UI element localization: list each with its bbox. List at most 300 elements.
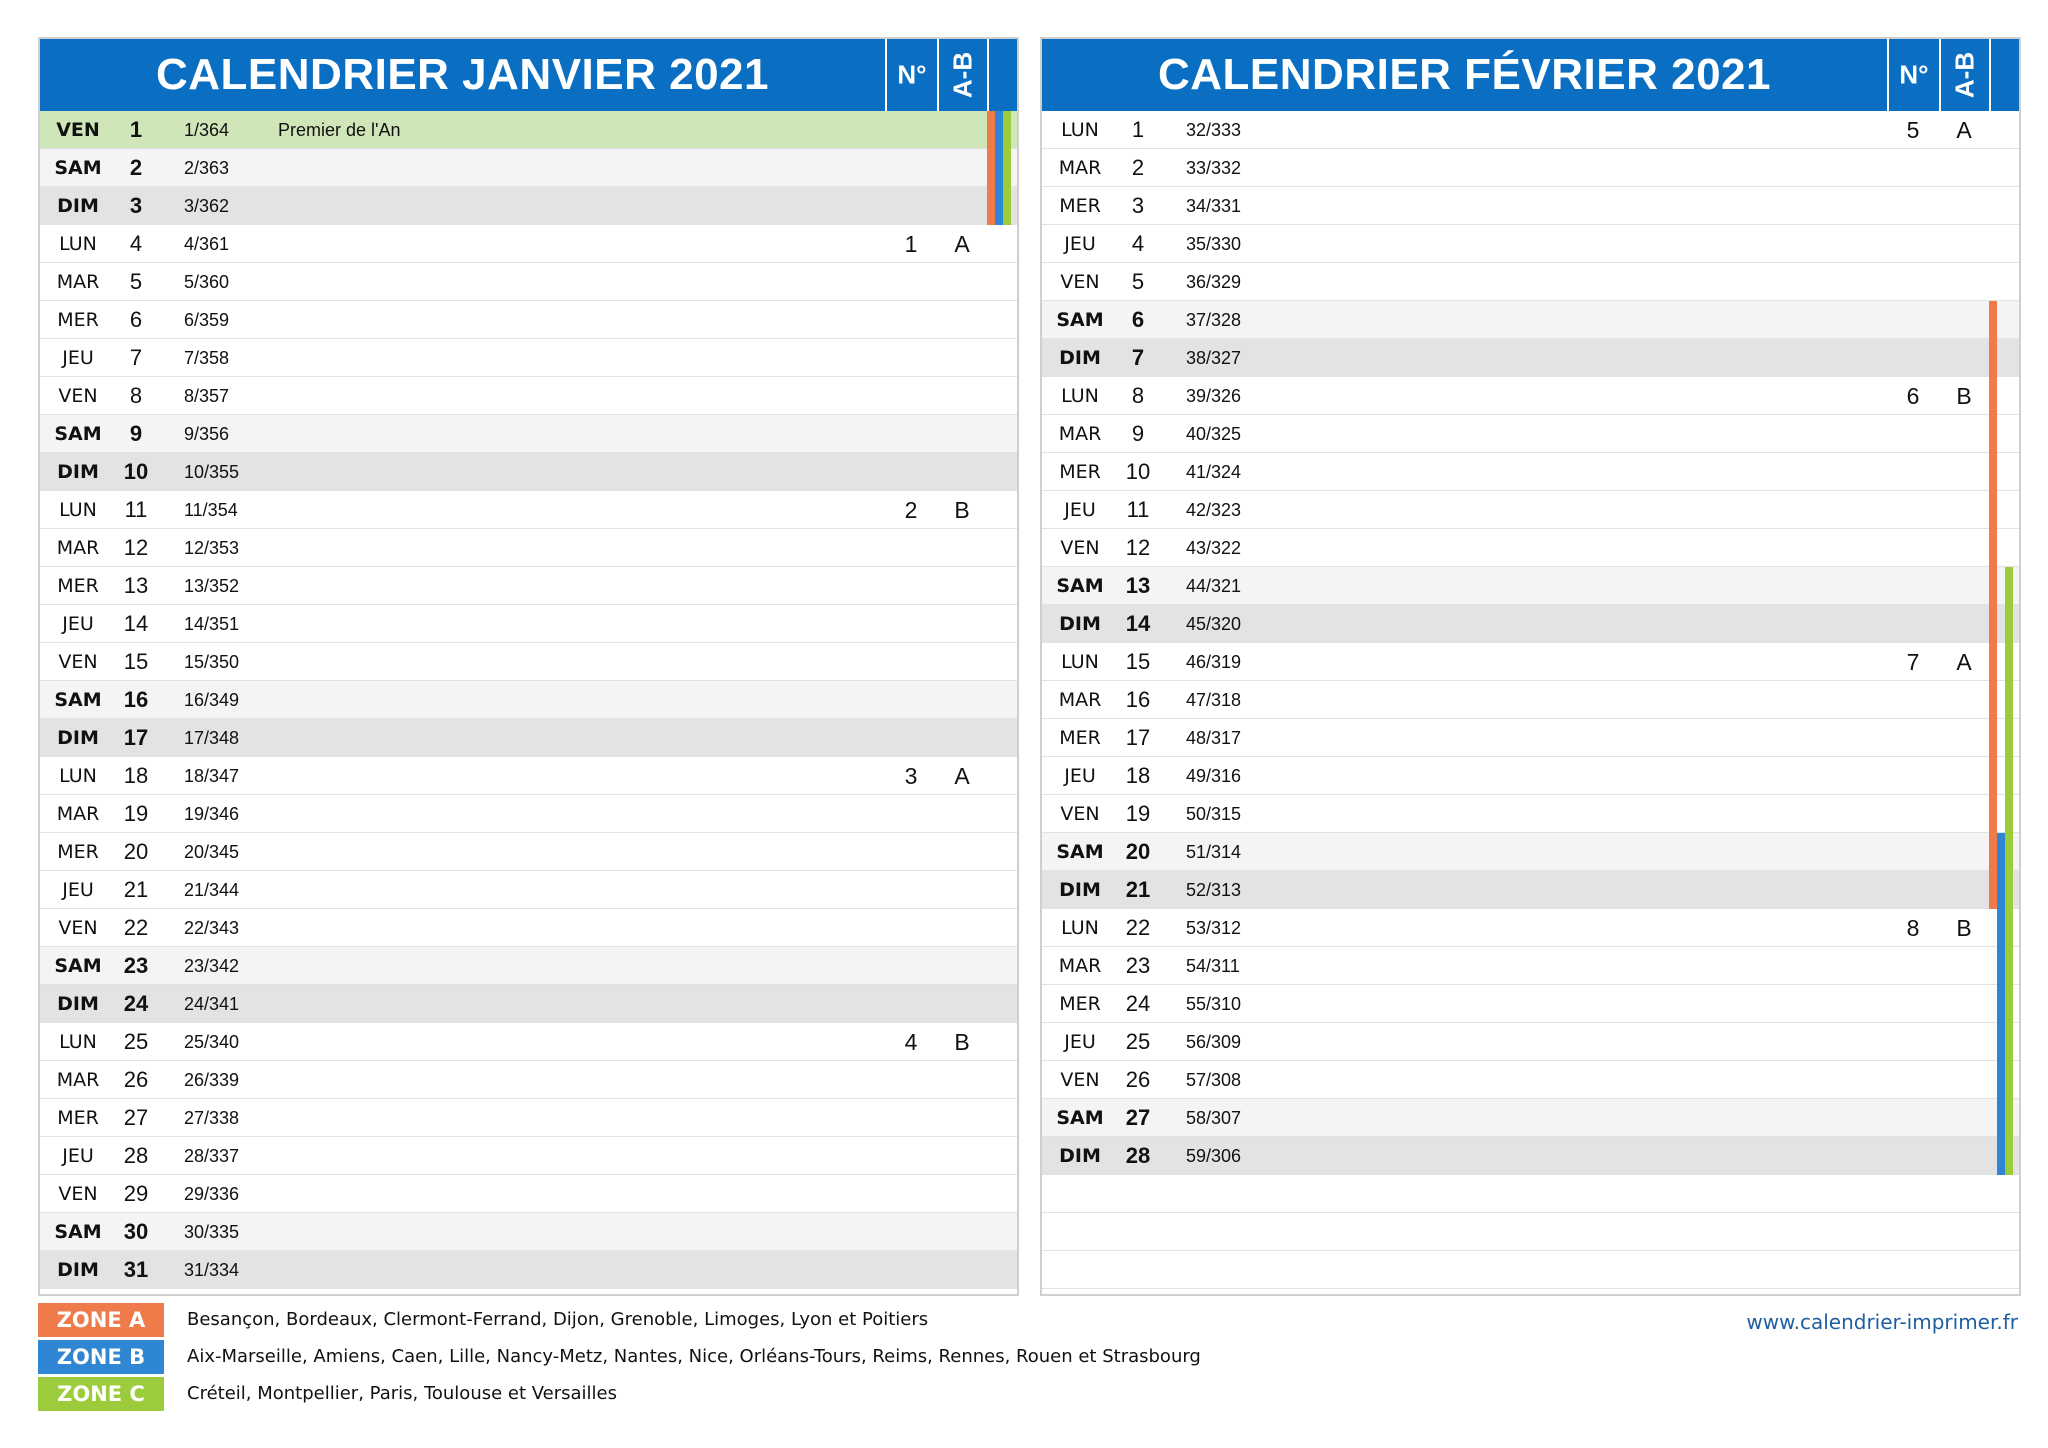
- week-ab: [937, 187, 987, 225]
- day-of-week: SAM: [54, 955, 102, 977]
- day-row: [1042, 187, 2019, 225]
- zone-b-badge: ZONE B: [38, 1340, 164, 1374]
- school-holiday-zones: [987, 491, 1019, 529]
- week-ab: [1939, 187, 1989, 225]
- zone-c-bar: [2005, 719, 2013, 757]
- school-holiday-zones: [987, 301, 1019, 339]
- day-number: 20: [123, 839, 149, 864]
- day-of-year: 39/326: [1186, 386, 1242, 406]
- school-holiday-zones: [1989, 1023, 2021, 1061]
- calendar-header: [1042, 39, 2019, 111]
- zone-a-bar: [1989, 871, 1997, 909]
- day-number: 21: [1125, 877, 1151, 902]
- day-row: [40, 1251, 1017, 1289]
- zone-b-cities: Aix-Marseille, Amiens, Caen, Lille, Nancy-Metz, Nantes, Nice, Orléans-Tours, Reims, Rennes, Rouen et Strasbourg: [187, 1346, 1201, 1367]
- week-number: [1887, 681, 1939, 719]
- week-number: [885, 719, 937, 757]
- day-row: [1042, 1023, 2019, 1061]
- week-number: [1887, 1137, 1939, 1175]
- day-of-year: 18/347: [184, 766, 240, 786]
- day-of-year: 12/353: [184, 538, 240, 558]
- school-holiday-zones: [1989, 909, 2021, 947]
- week-ab: [1939, 947, 1989, 985]
- week-ab: A: [1956, 117, 1972, 143]
- week-number: [1887, 605, 1939, 643]
- day-of-year: 42/323: [1186, 500, 1242, 520]
- day-row: [40, 681, 1017, 719]
- day-of-week: MAR: [1058, 423, 1102, 445]
- legend-zone-c: [38, 1377, 1338, 1411]
- day-number: 19: [123, 801, 149, 826]
- zone-b-bar: [1997, 947, 2005, 985]
- day-row: [40, 187, 1017, 225]
- day-of-week: MER: [1059, 727, 1101, 749]
- zones-header: [1989, 39, 2021, 111]
- day-of-year: 2/363: [184, 158, 230, 178]
- day-of-week: JEU: [62, 1145, 94, 1167]
- week-ab: [1939, 681, 1989, 719]
- day-of-week: [1042, 1251, 1118, 1289]
- day-number: 7: [129, 345, 143, 370]
- school-holiday-zones: [1989, 795, 2021, 833]
- week-number: [885, 415, 937, 453]
- week-number: [885, 567, 937, 605]
- day-row: [40, 301, 1017, 339]
- school-holiday-zones: [987, 1099, 1019, 1137]
- day-number: 21: [123, 877, 149, 902]
- school-holiday-zones: [1989, 1175, 2021, 1213]
- day-number: 14: [123, 611, 149, 636]
- school-holiday-zones: [987, 985, 1019, 1023]
- day-row: [1042, 643, 2019, 681]
- week-number: [885, 339, 937, 377]
- day-of-week: SAM: [1056, 1107, 1104, 1129]
- day-number: 4: [1131, 231, 1145, 256]
- day-row: [40, 567, 1017, 605]
- day-of-week: LUN: [1061, 651, 1099, 673]
- day-number: 1: [129, 117, 143, 142]
- day-of-week: VEN: [1060, 1069, 1100, 1091]
- zone-b-bar: [995, 111, 1003, 149]
- week-number: [1887, 757, 1939, 795]
- day-of-week: DIM: [1059, 1145, 1101, 1167]
- day-of-year: 24/341: [184, 994, 240, 1014]
- day-number: 16: [1125, 687, 1151, 712]
- day-of-week: DIM: [57, 1259, 99, 1281]
- day-row: [1042, 833, 2019, 871]
- week-ab: [937, 529, 987, 567]
- day-row: [40, 453, 1017, 491]
- week-number: [885, 149, 937, 187]
- week-number: [885, 985, 937, 1023]
- day-of-year: 59/306: [1186, 1146, 1242, 1166]
- week-number: [1887, 833, 1939, 871]
- week-ab: [937, 1099, 987, 1137]
- school-holiday-zones: [1989, 453, 2021, 491]
- week-ab: [937, 1175, 987, 1213]
- day-number: 24: [1125, 991, 1151, 1016]
- day-of-week: JEU: [62, 347, 94, 369]
- day-number: 8: [1131, 383, 1145, 408]
- week-ab: [937, 1061, 987, 1099]
- day-of-year: 6/359: [184, 310, 230, 330]
- week-ab: [1939, 301, 1989, 339]
- calendar-title: CALENDRIER FÉVRIER 2021: [1158, 50, 1771, 99]
- day-of-week: DIM: [1059, 347, 1101, 369]
- day-of-year: 41/324: [1186, 462, 1242, 482]
- school-holiday-zones: [1989, 1099, 2021, 1137]
- week-ab-header: A-B: [937, 39, 987, 111]
- day-of-week: MAR: [1058, 157, 1102, 179]
- zone-b-bar: [995, 187, 1003, 225]
- day-of-week: SAM: [54, 689, 102, 711]
- week-ab: [1939, 605, 1989, 643]
- day-number: 20: [1125, 839, 1151, 864]
- day-of-year: 13/352: [184, 576, 240, 596]
- week-ab: [937, 1137, 987, 1175]
- week-ab: [937, 453, 987, 491]
- week-number-header: N°: [1887, 39, 1939, 111]
- day-of-year: 57/308: [1186, 1070, 1242, 1090]
- holiday-note: Premier de l'An: [278, 120, 401, 140]
- school-holiday-zones: [987, 1251, 1019, 1289]
- week-ab: [1939, 1137, 1989, 1175]
- calendar-february: [1040, 37, 2021, 1296]
- week-number: 5: [1906, 117, 1920, 143]
- week-number: [885, 1251, 937, 1289]
- week-ab: [937, 605, 987, 643]
- day-row: [1042, 757, 2019, 795]
- day-of-week: MER: [1059, 461, 1101, 483]
- zone-a-bar: [1989, 795, 1997, 833]
- zone-c-bar: [1003, 111, 1011, 149]
- day-of-week: JEU: [1064, 765, 1096, 787]
- school-holiday-zones: [1989, 1061, 2021, 1099]
- week-number: [1887, 491, 1939, 529]
- day-of-year: 4/361: [184, 234, 230, 254]
- day-of-week: [1042, 1175, 1118, 1213]
- school-holiday-zones: [987, 643, 1019, 681]
- zone-a-bar: [987, 187, 995, 225]
- zone-c-bar: [2005, 1023, 2013, 1061]
- zone-b-bar: [995, 149, 1003, 187]
- day-row: [1042, 605, 2019, 643]
- school-holiday-zones: [987, 871, 1019, 909]
- school-holiday-zones: [1989, 263, 2021, 301]
- website-link[interactable]: www.calendrier-imprimer.fr: [1746, 1310, 2018, 1334]
- zone-a-bar: [1989, 833, 1997, 871]
- day-row: [1042, 795, 2019, 833]
- week-number: 1: [904, 231, 918, 257]
- day-number: 12: [123, 535, 149, 560]
- week-number: [885, 453, 937, 491]
- day-of-week: MAR: [56, 803, 100, 825]
- day-of-week: DIM: [1059, 613, 1101, 635]
- day-row: [1042, 985, 2019, 1023]
- day-of-year: 1/364: [184, 120, 230, 140]
- day-number: 13: [1125, 573, 1151, 598]
- day-row: [40, 719, 1017, 757]
- day-of-week: MER: [1059, 993, 1101, 1015]
- zone-a-bar: [1989, 339, 1997, 377]
- week-number: [885, 643, 937, 681]
- week-ab: [937, 681, 987, 719]
- day-row: [40, 149, 1017, 187]
- week-number: 2: [904, 497, 918, 523]
- day-number: 28: [1125, 1143, 1151, 1168]
- day-of-week: MER: [1059, 195, 1101, 217]
- day-of-week: MER: [57, 309, 99, 331]
- day-number: 9: [129, 421, 143, 446]
- school-holiday-zones: [1989, 871, 2021, 909]
- day-of-year: 56/309: [1186, 1032, 1242, 1052]
- week-number: [1887, 1175, 1939, 1213]
- day-of-week: JEU: [1064, 1031, 1096, 1053]
- week-number: [885, 1175, 937, 1213]
- day-row: [40, 1213, 1017, 1251]
- day-of-week: MER: [57, 841, 99, 863]
- school-holiday-zones: [987, 1137, 1019, 1175]
- day-row: [1042, 263, 2019, 301]
- day-row: [40, 1023, 1017, 1061]
- day-of-week: SAM: [54, 157, 102, 179]
- week-number: [1887, 529, 1939, 567]
- day-row: [1042, 529, 2019, 567]
- zone-a-bar: [1989, 567, 1997, 605]
- week-number: [885, 187, 937, 225]
- day-row: [40, 339, 1017, 377]
- week-number: [1887, 453, 1939, 491]
- day-of-year: 7/358: [184, 348, 230, 368]
- week-ab: A: [954, 763, 970, 789]
- day-number: 16: [123, 687, 149, 712]
- school-holiday-zones: [987, 1023, 1019, 1061]
- calendar-january: [38, 37, 1019, 1296]
- school-holiday-zones: [987, 111, 1019, 149]
- zone-a-bar: [1989, 681, 1997, 719]
- day-number: 15: [123, 649, 149, 674]
- day-of-year: 30/335: [184, 1222, 240, 1242]
- empty-row: [1042, 1175, 2019, 1213]
- school-holiday-zones: [1989, 1137, 2021, 1175]
- week-ab: [1939, 1099, 1989, 1137]
- school-holiday-zones: [1989, 339, 2021, 377]
- week-ab: [1939, 149, 1989, 187]
- zone-c-bar: [2005, 681, 2013, 719]
- week-ab: B: [1956, 915, 1972, 941]
- day-of-week: MAR: [1058, 955, 1102, 977]
- school-holiday-zones: [987, 605, 1019, 643]
- day-row: [40, 947, 1017, 985]
- school-holiday-zones: [987, 1175, 1019, 1213]
- school-holiday-zones: [1989, 1213, 2021, 1251]
- school-holiday-zones: [1989, 225, 2021, 263]
- day-of-year: 33/332: [1186, 158, 1242, 178]
- day-of-year: 48/317: [1186, 728, 1242, 748]
- day-of-week: DIM: [1059, 879, 1101, 901]
- school-holiday-zones: [987, 529, 1019, 567]
- day-row: [1042, 909, 2019, 947]
- week-ab: [937, 301, 987, 339]
- day-number: 11: [124, 497, 148, 522]
- week-ab: B: [954, 1029, 970, 1055]
- day-of-week: JEU: [62, 879, 94, 901]
- day-of-year: 55/310: [1186, 994, 1242, 1014]
- day-of-week: VEN: [58, 385, 98, 407]
- week-ab: [1939, 833, 1989, 871]
- day-of-week: JEU: [1064, 499, 1096, 521]
- week-number: [885, 301, 937, 339]
- day-of-year: 27/338: [184, 1108, 240, 1128]
- zone-c-bar: [2005, 1061, 2013, 1099]
- week-number: [1887, 1023, 1939, 1061]
- day-number: 31: [123, 1257, 149, 1282]
- zone-a-bar: [1989, 529, 1997, 567]
- school-holiday-zones: [1989, 833, 2021, 871]
- day-of-year: 51/314: [1186, 842, 1242, 862]
- day-row: [40, 833, 1017, 871]
- day-of-week: LUN: [59, 233, 97, 255]
- day-of-year: 35/330: [1186, 234, 1242, 254]
- day-of-year: 50/315: [1186, 804, 1242, 824]
- week-ab: [1939, 757, 1989, 795]
- day-rows: [40, 111, 1017, 1289]
- week-ab: [1939, 415, 1989, 453]
- day-of-year: 34/331: [1186, 196, 1242, 216]
- week-ab: [1939, 567, 1989, 605]
- day-number: 26: [1125, 1067, 1151, 1092]
- school-holiday-zones: [1989, 415, 2021, 453]
- day-row: [40, 871, 1017, 909]
- week-number: [1887, 567, 1939, 605]
- week-ab: [1939, 871, 1989, 909]
- day-row: [40, 795, 1017, 833]
- zone-a-bar: [1989, 757, 1997, 795]
- day-of-year: 3/362: [184, 196, 230, 216]
- day-row: [1042, 1137, 2019, 1175]
- empty-row: [1042, 1251, 2019, 1289]
- week-ab: [937, 795, 987, 833]
- zone-c-bar: [2005, 1099, 2013, 1137]
- zone-c-bar: [2005, 833, 2013, 871]
- day-of-year: 9/356: [184, 424, 230, 444]
- day-number: 30: [123, 1219, 149, 1244]
- day-row: [40, 757, 1017, 795]
- week-number: [1887, 947, 1939, 985]
- day-of-week: LUN: [1061, 917, 1099, 939]
- zone-b-bar: [1997, 985, 2005, 1023]
- zone-b-bar: [1997, 1137, 2005, 1175]
- day-number: 13: [123, 573, 149, 598]
- day-row: [1042, 719, 2019, 757]
- day-of-year: 37/328: [1186, 310, 1242, 330]
- week-ab: [937, 719, 987, 757]
- day-row: [40, 225, 1017, 263]
- zone-c-bar: [2005, 643, 2013, 681]
- day-of-week: DIM: [57, 727, 99, 749]
- zone-b-bar: [1997, 833, 2005, 871]
- day-of-year: 44/321: [1186, 576, 1242, 596]
- day-of-week: VEN: [58, 917, 98, 939]
- day-of-year: 58/307: [1186, 1108, 1242, 1128]
- week-number: [885, 1137, 937, 1175]
- day-of-week: SAM: [54, 1221, 102, 1243]
- day-of-year: 10/355: [184, 462, 240, 482]
- school-holiday-zones: [1989, 1251, 2021, 1289]
- day-row: [1042, 681, 2019, 719]
- week-number: [885, 833, 937, 871]
- legend-zone-b: [38, 1340, 1338, 1374]
- week-ab: [937, 567, 987, 605]
- day-of-year: 17/348: [184, 728, 240, 748]
- day-number: 29: [123, 1181, 149, 1206]
- day-of-week: DIM: [57, 461, 99, 483]
- day-number: 6: [1131, 307, 1145, 332]
- day-row: [1042, 301, 2019, 339]
- day-number: 5: [129, 269, 143, 294]
- day-of-week: LUN: [1061, 385, 1099, 407]
- day-row: [1042, 415, 2019, 453]
- day-row: [40, 377, 1017, 415]
- week-ab: [1939, 795, 1989, 833]
- school-holiday-zones: [987, 719, 1019, 757]
- week-number: [885, 111, 937, 149]
- zone-c-cities: Créteil, Montpellier, Paris, Toulouse et Versailles: [187, 1383, 618, 1404]
- week-number: [885, 871, 937, 909]
- week-number: [1887, 263, 1939, 301]
- week-ab: [1939, 263, 1989, 301]
- day-of-week: VEN: [1060, 271, 1100, 293]
- day-of-year: 28/337: [184, 1146, 240, 1166]
- day-of-year: 40/325: [1186, 424, 1242, 444]
- week-number: [1887, 1061, 1939, 1099]
- day-number: 7: [1131, 345, 1145, 370]
- week-number: [885, 263, 937, 301]
- week-number: [885, 377, 937, 415]
- zone-b-bar: [1997, 909, 2005, 947]
- day-of-week: [1042, 1213, 1118, 1251]
- school-holiday-zones: [987, 909, 1019, 947]
- week-number: [1887, 1213, 1939, 1251]
- school-holiday-zones: [1989, 187, 2021, 225]
- zone-a-cities: Besançon, Bordeaux, Clermont-Ferrand, Dijon, Grenoble, Limoges, Lyon et Poitiers: [187, 1309, 929, 1330]
- school-holiday-zones: [987, 187, 1019, 225]
- zone-a-bar: [1989, 301, 1997, 339]
- week-number: 7: [1906, 649, 1920, 675]
- zone-c-bar: [1003, 187, 1011, 225]
- day-of-week: LUN: [1061, 119, 1099, 141]
- day-number: 25: [1125, 1029, 1151, 1054]
- day-row: [1042, 149, 2019, 187]
- day-number: 6: [129, 307, 143, 332]
- zone-c-bar: [2005, 1137, 2013, 1175]
- legend-zone-a: [38, 1303, 1338, 1337]
- week-number: [885, 1213, 937, 1251]
- week-ab: [1939, 529, 1989, 567]
- school-holiday-zones: [987, 225, 1019, 263]
- week-ab: [937, 263, 987, 301]
- day-number: 1: [1131, 117, 1145, 142]
- zone-a-bar: [1989, 415, 1997, 453]
- day-number: 2: [1131, 155, 1145, 180]
- day-row: [1042, 871, 2019, 909]
- week-number: [885, 909, 937, 947]
- day-of-year: 32/333: [1186, 120, 1242, 140]
- day-of-week: MER: [57, 1107, 99, 1129]
- day-of-week: MAR: [56, 271, 100, 293]
- day-of-year: 46/319: [1186, 652, 1242, 672]
- zone-a-bar: [1989, 453, 1997, 491]
